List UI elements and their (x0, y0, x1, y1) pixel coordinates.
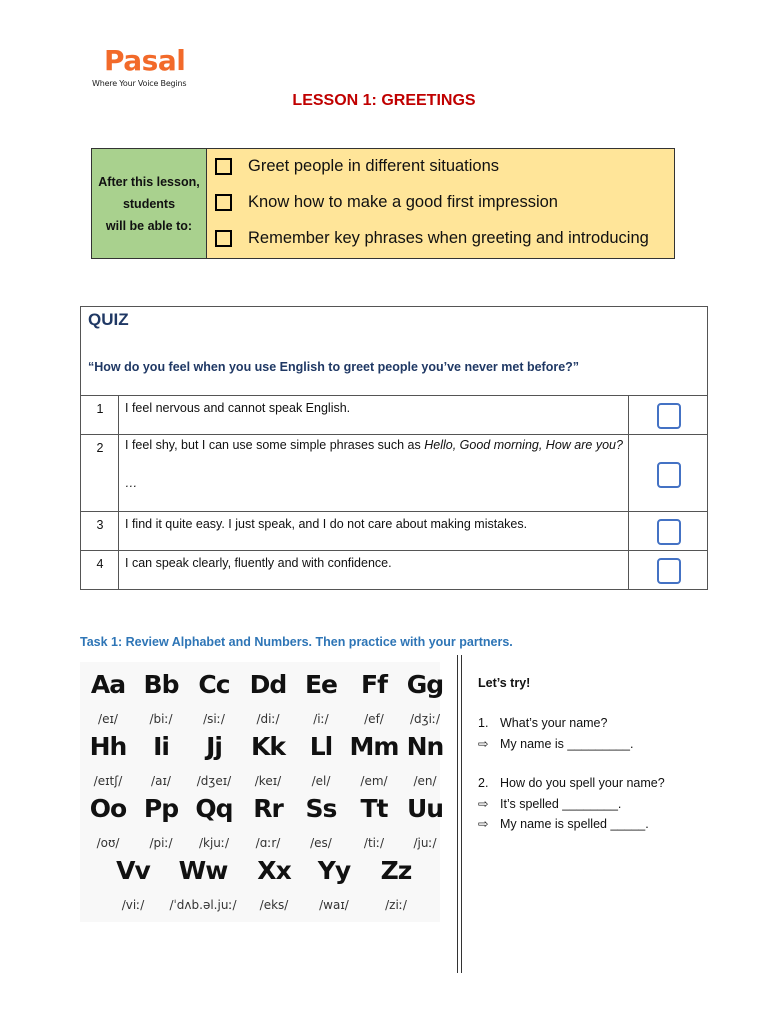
lets-try-line (478, 816, 649, 831)
alphabet-letter: Jj (206, 732, 222, 761)
alphabet-pronunciation: /el/ (311, 774, 331, 788)
arrow-right-icon: ⇨ (478, 737, 489, 751)
answer-checkbox[interactable] (657, 403, 681, 429)
alphabet-pronunciation: /tiː/ (363, 836, 385, 850)
logo (92, 46, 202, 90)
alphabet-pronunciation: /en/ (413, 774, 437, 788)
lets-try-text: What’s your name? (500, 716, 608, 730)
alphabet-letter: Bb (143, 670, 179, 699)
objectives-intro (92, 149, 207, 258)
logo-tagline: Where Your Voice Begins (92, 79, 187, 88)
quiz-question: “How do you feel when you use English to greet people you’ve never met before?” (88, 360, 580, 374)
answer-checkbox[interactable] (657, 462, 681, 488)
alphabet-pronunciation: /eɪ/ (98, 712, 118, 726)
alphabet-pronunciation: /ziː/ (385, 898, 407, 912)
alphabet-pronunciation: /ˈdʌb.əl.juː/ (169, 898, 237, 912)
alphabet-letter: Oo (89, 794, 127, 823)
alphabet-pronunciation: /diː/ (256, 712, 280, 726)
answer-checkbox[interactable] (657, 519, 681, 545)
alphabet-pronunciation: /keɪ/ (254, 774, 282, 788)
objective-text: Greet people in different situations (248, 156, 500, 175)
alphabet-pronunciation: /aɪ/ (151, 774, 171, 788)
lets-try-text: It’s spelled ________. (500, 797, 622, 811)
alphabet-letter: Ff (361, 670, 387, 699)
quiz-option-number: 2 (96, 441, 104, 455)
divider-line (461, 655, 462, 973)
lesson-title: LESSON 1: GREETINGS (292, 92, 476, 109)
alphabet-letter: Dd (249, 670, 287, 699)
checkbox-icon[interactable] (215, 194, 232, 211)
alphabet-letter: Yy (317, 856, 351, 885)
alphabet-pronunciation: /oʊ/ (96, 836, 120, 850)
alphabet-letter: Uu (406, 794, 444, 823)
arrow-right-icon: ⇨ (478, 817, 489, 831)
alphabet-pronunciation: /es/ (310, 836, 332, 850)
alphabet-pronunciation: /waɪ/ (319, 898, 349, 912)
quiz-option-row (81, 434, 707, 512)
objective-item (215, 188, 558, 216)
quiz-option-number: 1 (96, 402, 104, 416)
alphabet-pronunciation: /eks/ (259, 898, 289, 912)
checkbox-icon[interactable] (215, 230, 232, 247)
alphabet-letter: Ss (305, 794, 337, 823)
objective-text: Know how to make a good first impression (248, 192, 558, 211)
lets-try-text: How do you spell your name? (500, 776, 665, 790)
quiz-option-row (81, 511, 707, 551)
quiz-option-text (125, 426, 625, 502)
objectives-intro-line: students (122, 196, 176, 211)
alphabet-letter: Zz (380, 856, 412, 885)
alphabet-letter: Mm (349, 732, 399, 761)
alphabet-pronunciation: /biː/ (149, 712, 173, 726)
objectives-intro-line: will be able to: (105, 218, 193, 233)
answer-checkbox[interactable] (657, 558, 681, 584)
quiz-option-text: I find it quite easy. I just speak, and I do not care about making mistakes. (125, 517, 528, 531)
alphabet-pronunciation: /siː/ (203, 712, 225, 726)
alphabet-pronunciation: /piː/ (149, 836, 173, 850)
alphabet-pronunciation: /ɑːr/ (255, 836, 281, 850)
objectives-list (207, 149, 674, 258)
lets-try-line (478, 796, 621, 811)
alphabet-letter: Ll (309, 732, 333, 761)
lets-try-title: Let’s try! (478, 676, 531, 690)
objectives-box (91, 148, 675, 259)
alphabet-letter: Vv (116, 856, 150, 885)
lets-try-text: My name is spelled _____. (500, 817, 649, 831)
logo-mark: Pasal (104, 44, 186, 77)
lets-try-line (478, 716, 607, 730)
alphabet-letter: Ii (153, 732, 169, 761)
quiz-option-text-plain: I feel shy, but I can use some simple phrases such as (125, 438, 425, 452)
alphabet-pronunciation: /viː/ (121, 898, 145, 912)
checkbox-icon[interactable] (215, 158, 232, 175)
alphabet-pronunciation: /eɪtʃ/ (93, 774, 123, 788)
quiz-option-number: 4 (96, 557, 104, 571)
alphabet-letter: Ww (178, 856, 228, 885)
lets-try-line (478, 736, 633, 751)
alphabet-letter: Hh (89, 732, 127, 761)
alphabet-letter: Xx (257, 856, 291, 885)
alphabet-pronunciation: /ef/ (364, 712, 384, 726)
quiz-option-text: I feel nervous and cannot speak English. (125, 401, 351, 415)
alphabet-letter: Pp (143, 794, 179, 823)
objectives-intro-line: After this lesson, (98, 174, 200, 189)
alphabet-pronunciation: /iː/ (313, 712, 329, 726)
lets-try-prefix: 1. (478, 716, 489, 730)
alphabet-pronunciation: /em/ (360, 774, 388, 788)
lets-try-text: My name is _________. (500, 737, 634, 751)
quiz-table (80, 306, 708, 590)
alphabet-letter: Ee (304, 670, 338, 699)
lets-try-prefix: 2. (478, 776, 489, 790)
quiz-title: QUIZ (88, 310, 129, 329)
alphabet-letter: Aa (90, 670, 126, 699)
alphabet-letter: Rr (253, 794, 283, 823)
alphabet-pronunciation: /dʒiː/ (409, 712, 440, 726)
objective-text: Remember key phrases when greeting and introducing (248, 228, 649, 247)
alphabet-pronunciation: /kjuː/ (198, 836, 230, 850)
quiz-option-number: 3 (96, 518, 104, 532)
alphabet-letter: Qq (195, 794, 233, 823)
task-1-title: Task 1: Review Alphabet and Numbers. Then practice with your partners. (80, 635, 513, 649)
alphabet-letter: Gg (406, 670, 444, 699)
alphabet-letter: Cc (198, 670, 230, 699)
alphabet-letter: Nn (406, 732, 444, 761)
quiz-option-row (81, 550, 707, 590)
alphabet-pronunciation: /dʒeɪ/ (196, 774, 232, 788)
objective-item (215, 224, 649, 252)
alphabet-pronunciation: /juː/ (413, 836, 437, 850)
objective-item (215, 152, 499, 180)
alphabet-letter: Tt (360, 794, 388, 823)
divider-line (457, 655, 458, 973)
alphabet-letter: Kk (251, 732, 285, 761)
quiz-option-text: I can speak clearly, fluently and with confidence. (125, 556, 392, 570)
alphabet-chart (80, 662, 444, 922)
arrow-right-icon: ⇨ (478, 797, 489, 811)
lets-try-line (478, 776, 665, 790)
quiz-option-text-italic: Hello, Good morning, How are you? … (125, 438, 623, 490)
